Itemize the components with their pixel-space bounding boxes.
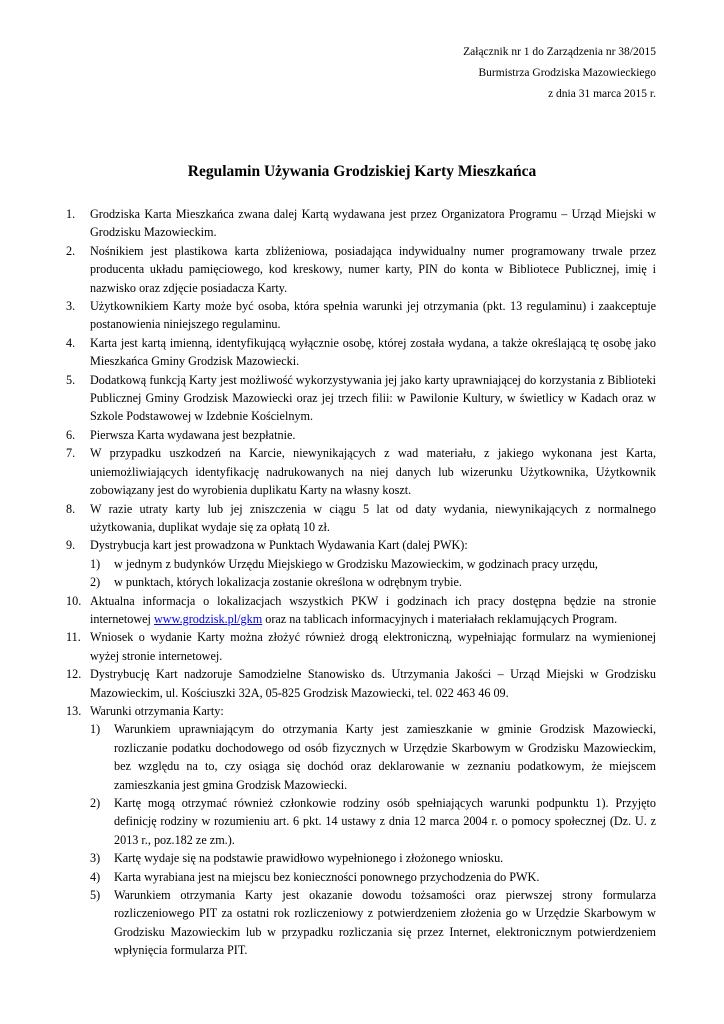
rule-text: Grodziska Karta Mieszkańca zwana dalej Kartą wydawana jest przez Organizatora Programu – Urząd Miejski w Grodzisku Mazowieckim. [90, 207, 656, 240]
sub-item [90, 720, 656, 794]
rule-item-11 [66, 628, 656, 665]
sub-item-number: 1) [90, 556, 101, 571]
rule-item-7 [66, 444, 656, 499]
attachment-header [463, 42, 656, 105]
rule-text-part: Aktualna informacja o lokalizacjach wszystkich PKW i godzinach ich pracy dostępna będzie na stronie internetowej [90, 593, 656, 626]
sub-item [90, 849, 656, 867]
header-line-3: z dnia 31 marca 2015 r. [548, 88, 656, 100]
rule-number: 9. [66, 538, 76, 553]
rule-item-5 [66, 371, 656, 426]
rule-text: Użytkownikiem Karty może być osoba, która spełnia warunki jej otrzymania (pkt. 13 regulaminu) i zaakceptuje postanowienia niniejszego regulaminu. [90, 299, 656, 332]
rule-text: Pierwsza Karta wydawana jest bezpłatnie. [90, 427, 296, 442]
rule-item-13 [66, 702, 656, 960]
sub-item [90, 794, 656, 849]
sub-item-text: Kartę mogą otrzymać również członkowie rodziny osób spełniających warunki podpunktu 1). Przyjęto definicję rodziny w rozumieniu art. 6 pkt. 14 ustawy z dnia 12 marca 2004 r. o pomocy społecznej (Dz. U. z 2013 r., poz.182 ze zm.). [114, 796, 656, 847]
sub-item-number: 1) [90, 722, 101, 737]
rule-number: 1. [66, 207, 76, 221]
sub-item-number: 3) [90, 851, 101, 866]
rule-number: 6. [66, 427, 76, 442]
rule-number: 11. [66, 630, 81, 645]
sub-item-text: Karta wyrabiana jest na miejscu bez konieczności ponownego przychodzenia do PWK. [114, 869, 540, 884]
rule-number: 7. [66, 446, 76, 461]
document-title: Regulamin Używania Grodziskiej Karty Mieszkańca [187, 163, 537, 180]
sub-item-number: 2) [90, 796, 101, 810]
sub-item [90, 886, 656, 960]
rule-number: 3. [66, 299, 76, 314]
sub-item-text: w punktach, których lokalizacja zostanie określona w odrębnym trybie. [114, 575, 462, 590]
rule-number: 10. [66, 593, 82, 608]
rule-text: Warunki otrzymania Karty: [90, 703, 224, 718]
sub-item-number: 5) [90, 888, 101, 903]
rule-number: 13. [66, 703, 82, 718]
rule-number: 5. [66, 372, 76, 387]
rule-text: Wniosek o wydanie Karty można złożyć również drogą elektroniczną, wypełniając formularz na wymienionej wyżej stronie internetowej. [90, 630, 656, 663]
rule-item-1 [66, 205, 656, 242]
rule-text: Dystrybucja kart jest prowadzona w Punktach Wydawania Kart (dalej PWK): [90, 538, 468, 553]
sub-item-text: Warunkiem uprawniającym do otrzymania Karty jest zamieszkanie w gminie Grodzisk Mazowiecki, rozliczanie podatku dochodowego od osób fizycznych w Urzędzie Skarbowym w Grodzisku Mazowieckim, bez względu na to, czy osiąga się dochód oraz deklarowanie w zeznaniu podatkowym, że miejscem zamieszkania jest gmina Grodzisk Mazowiecki. [114, 722, 656, 792]
sub-item [90, 868, 656, 886]
rule-number: 12. [66, 667, 82, 682]
sub-item-text: Warunkiem otrzymania Karty jest okazanie dowodu tożsamości oraz pierwszej strony formularza rozliczeniowego PIT za ostatni rok rozliczeniowy z potwierdzeniem złożenia go w Urzędzie Skarbowym w Grodzisku Mazowieckim lub w przypadku rozliczania się przez Internet, elektronicznym potwierdzeniem wpłynięcia formularza PIT. [114, 888, 656, 958]
rule-item-6 [66, 426, 656, 444]
sub-item-number: 2) [90, 575, 101, 590]
header-line-2: Burmistrza Grodziska Mazowieckiego [478, 67, 656, 79]
sub-item-number: 4) [90, 869, 101, 884]
website-link[interactable]: www.grodzisk.pl/gkm [153, 611, 263, 626]
rule-text: W przypadku uszkodzeń na Karcie, niewynikających z wad materiału, z jakiego wykonana jest Karta, uniemożliwiających identyfikację nadrukowanych na niej danych lub wizerunku Użytkownika, Użytkownik zobowiązany jest do wyrobienia duplikatu Karty na własny koszt. [90, 446, 656, 498]
rule-text [90, 594, 656, 626]
rule-number: 8. [66, 501, 76, 516]
rule-item-12 [66, 665, 656, 702]
rule-number: 2. [66, 243, 76, 258]
sub-item [90, 555, 656, 573]
rule-text: Karta jest kartą imienną, identyfikującą wyłącznie osobę, której została wydana, a także określającą tę osobę jako Mieszkańca Gminy Grodzisk Mazowiecki. [90, 335, 656, 369]
rule-text: Nośnikiem jest plastikowa karta zbliżeniowa, posiadająca indywidualny numer programowany trwale przez producenta układu pamięciowego, kod kreskowy, numer karty, PIN do konta w Bibliotece Publicznej, imię i nazwisko oraz zdjęcie posiadacza Karty. [90, 243, 656, 295]
rule-item-4 [66, 334, 656, 371]
rule-item-3 [66, 297, 656, 334]
rule-item-9 [66, 536, 656, 591]
sub-item-text: Kartę wydaje się na podstawie prawidłowo wypełnionego i złożonego wniosku. [114, 851, 504, 866]
header-line-1: Załącznik nr 1 do Zarządzenia nr 38/2015 [463, 46, 656, 58]
rule-text: Dystrybucję Kart nadzoruje Samodzielne Stanowisko ds. Utrzymania Jakości – Urząd Miejski w Grodzisku Mazowieckim, ul. Kościuszki 32A, 05-825 Grodzisk Mazowiecki, tel. 022 463 46 09. [90, 667, 656, 700]
sub-item-text: w jednym z budynków Urzędu Miejskiego w Grodzisku Mazowieckim, w godzinach pracy urzędu, [114, 556, 598, 571]
rules-list [66, 205, 656, 960]
sub-item [90, 573, 656, 591]
rule-text: Dodatkową funkcją Karty jest możliwość wykorzystywania jej jako karty uprawniającej do korzystania z Biblioteki Publicznej Gminy Grodzisk Mazowiecki oraz jej trzech filii: w Pawilonie Kultury, w świetlicy w Kadach oraz w Szkole Podstawowej w Izdebnie Kościelnym. [90, 372, 656, 424]
rule-number: 4. [66, 335, 76, 350]
rule-text: W razie utraty karty lub jej zniszczenia w ciągu 5 lat od daty wydania, niewynikających z normalnego użytkowania, duplikat wydaje się za opłatą 10 zł. [90, 501, 656, 534]
rule-item-10 [66, 592, 656, 629]
rule-item-8 [66, 500, 656, 537]
rule-item-2 [66, 242, 656, 297]
rule-text-part: oraz na tablicach informacyjnych i materiałach reklamujących Program. [262, 611, 618, 626]
